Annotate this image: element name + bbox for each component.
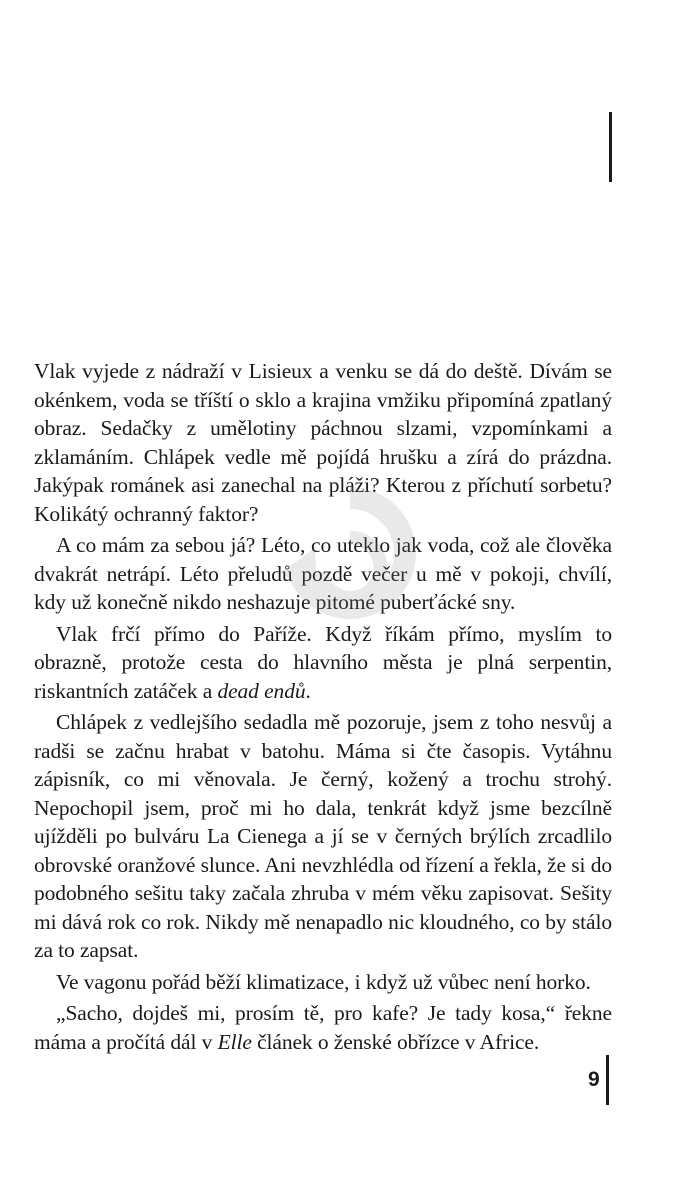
text-run: Chlápek z vedlejšího sedadla mě pozoruje, jsem z toho nesvůj a radši se začnu hrabat v batohu. Máma si čte časopis. Vytáhnu zápisník, co mi věnovala. Je černý, kožený a trochu strohý. Nepochopil jsem, proč mi ho dala, tenkrát když jsme bezcílně ujížděli po bulváru La Cienega a jí se v černých brýlích zrcadlilo obrovské oranžové slunce. Ani nevzhlédla od řízení a řekla, že si do podobného sešitu taky začala zhruba v mém věku zapisovat. Sešity mi dává rok co rok. Nikdy mě nenapadlo nic kloudného, co by stálo za to zapsat.: [34, 710, 612, 962]
text-run: A co mám za sebou já? Léto, co uteklo jak voda, což ale člověka dvakrát netrápí. Léto přeludů pozdě večer u mě v pokoji, chvílí, kdy už konečně nikdo neshazuje pitomé puberťácké sny.: [34, 533, 612, 614]
paragraph: [34, 620, 612, 706]
text-run: Vlak vyjede z nádraží v Lisieux a venku se dá do deště. Dívám se okénkem, voda se tříští o sklo a krajina vmžiku připomíná zpatlaný obraz. Sedačky z umělotiny páchnou slzami, vzpomínkami a zklamáním. Chlápek vedle mě pojídá hrušku a zírá do prázdna. Jakýpak románek asi zanechal na pláži? Kterou z příchutí sorbetu? Kolikátý ochranný faktor?: [34, 359, 612, 526]
text-run: .: [305, 678, 311, 703]
paragraph: [34, 708, 612, 965]
paragraph: [34, 531, 612, 617]
paragraph: [34, 968, 612, 997]
page-number: 9: [588, 1068, 600, 1091]
text-run: „Sacho, dojdeš mi, prosím tě, pro kafe? Je tady kosa,“ řekne máma a pročítá dál v: [34, 1001, 612, 1054]
text-run: Ve vagonu pořád běží klimatizace, i když už vůbec není horko.: [56, 969, 591, 994]
top-margin-rule: [609, 112, 612, 182]
paragraph: [34, 999, 612, 1056]
text-run: Vlak frčí přímo do Paříže. Když říkám přímo, myslím to obrazně, protože cesta do hlavního města je plná serpentin, riskantních zatáček a: [34, 621, 612, 703]
folio-rule: [606, 1055, 609, 1105]
italic-text: dead endů: [217, 678, 306, 703]
paragraph: [34, 357, 612, 528]
italic-text: Elle: [217, 1029, 252, 1054]
body-text: [34, 357, 612, 1056]
text-run: článek o ženské obřízce v Africe.: [251, 1029, 540, 1054]
page-folio: [588, 1060, 609, 1100]
